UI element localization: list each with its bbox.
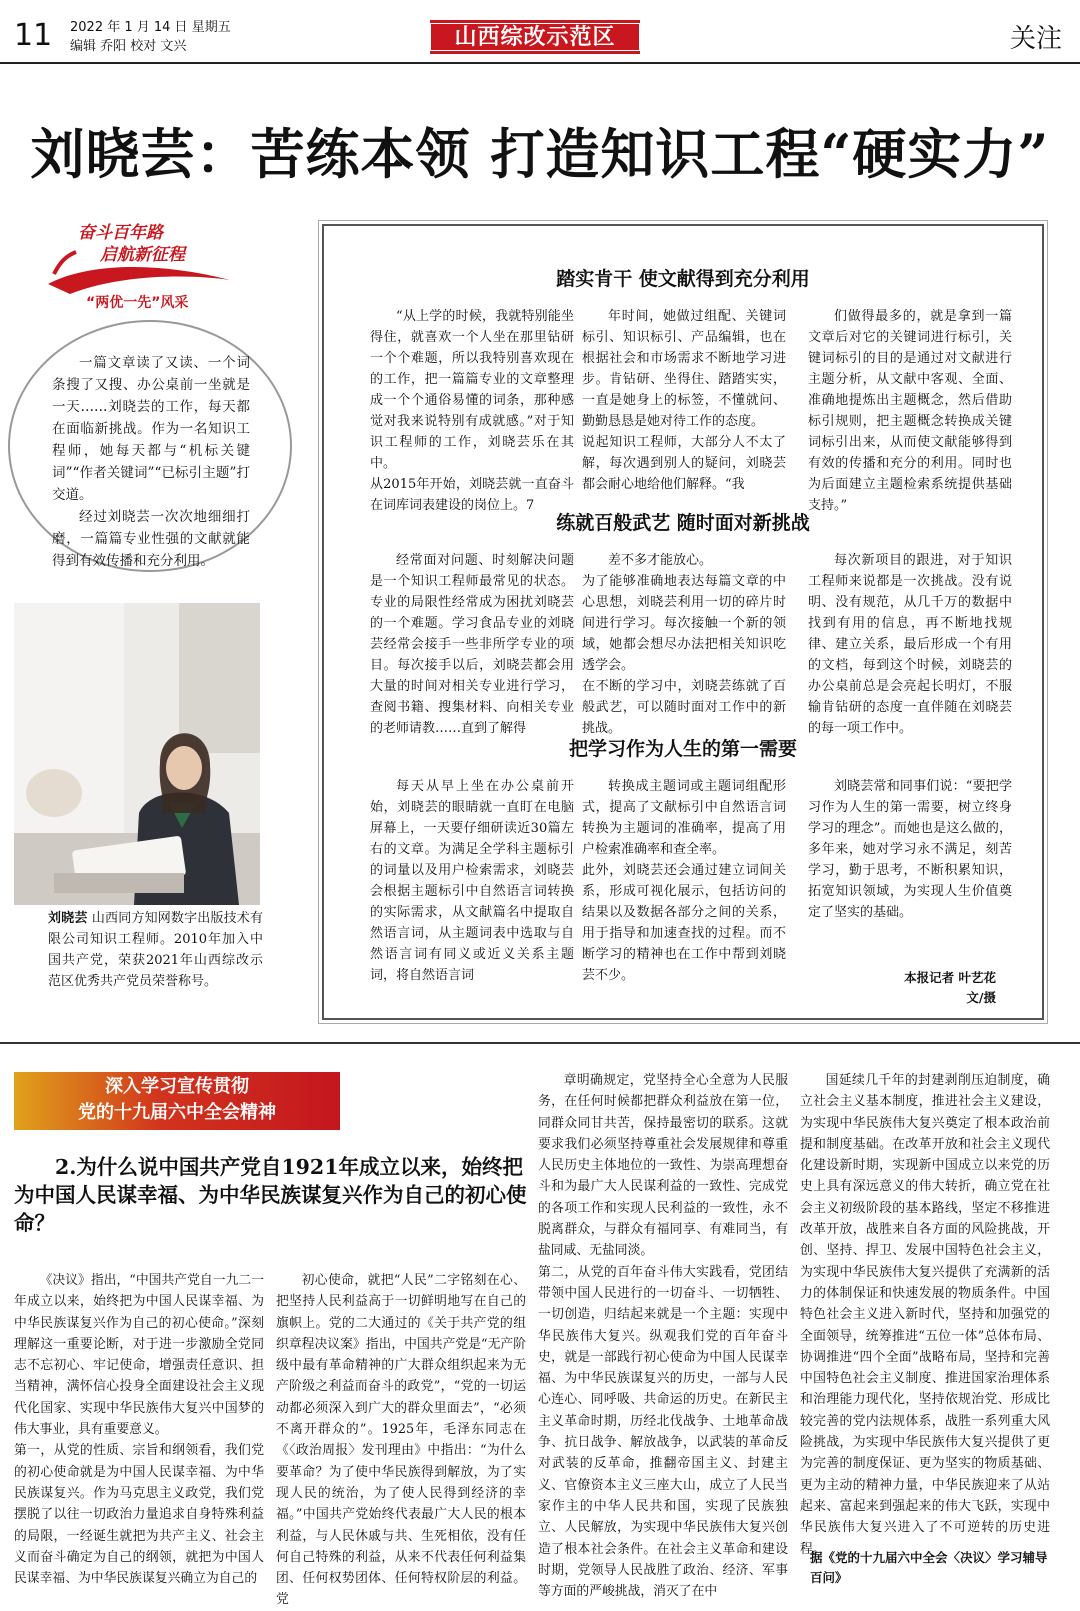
- person-photo: [14, 603, 260, 905]
- byline-block: [808, 968, 996, 1008]
- caption-text: 山西同方知网数字出版技术有限公司知识工程师。2010年加入中国共产党，荣获2021年山西综改示范区优秀共产党员荣誉称号。: [48, 911, 263, 989]
- photo-caption: [48, 908, 263, 992]
- intro-paragraph-2: 经过刘晓芸一次次地细细打磨，一篇篇专业性强的文献就能得到有效传播和充分利用。: [52, 509, 250, 569]
- section-1-subtitle: 踏实肯干 使文献得到充分利用: [556, 268, 810, 290]
- campaign-stamp: [40, 222, 240, 312]
- section-3-subtitle: 把学习作为人生的第一需要: [568, 738, 797, 760]
- banner-line-1: 深入学习宣传贯彻: [105, 1076, 249, 1097]
- main-headline: 刘晓芸：苦练本领 打造知识工程“硬实力”: [30, 122, 1050, 186]
- section-1-col-3: 们做得最多的，就是拿到一篇文章后对它的关键词进行标引，关键词标引的目的是通过对文献进行主题分析，从文献中客观、全面、准确地提炼出主题概念，然后借助标引规则，把主题概念转换成关键词标引出来，从而使文献能够得到有效的传播和充分的利用。同时也为后面建立主题检索系统提供基础支持。”: [808, 309, 1012, 513]
- section-1-col-1: “从上学的时候，我就特别能坐得住，就喜欢一个人坐在那里钻研一个个难题，所以我特别喜欢现在的工作，把一篇篇专业的文章整理成一个个通俗易懂的词条，那种感觉对我来说特别有成就感。”对于知识工程师的工作，刘晓芸乐在其中。 从2015年开始，刘晓芸就一直奋斗在词库词表建设的岗位上。7: [370, 309, 574, 513]
- section-separator: [0, 1042, 1080, 1044]
- date-line: 2022 年 1 月 14 日 星期五: [70, 20, 231, 35]
- section-1-col-2: 年时间，她做过组配、关键词标引、知识标引、产品编辑，也在根据社会和市场需求不断地学习进步。肯钻研、坐得住、踏踏实实，一直是她身上的标签，不懂就问、勤勤恳恳是她对待工作的态度。 说起知识工程师，大部分人不太了解，每次遇到别人的疑问，刘晓芸都会耐心地给他们解释。“我: [582, 309, 786, 492]
- article-box: [322, 224, 1044, 1020]
- byline-credit: 文/摄: [966, 990, 996, 1005]
- lower-col-4: 国延续几千年的封建剥削压迫制度，确立社会主义基本制度，推进社会主义建设，为实现中华民族伟大复兴奠定了根本政治前提和制度基础。在改革开放和社会主义现代化建设新时期，实现新中国成立以来党的历史上具有深远意义的伟大转折，确立党在社会主义初级阶段的基本路线，坚定不移推进改革开放，战胜来自各方面的风险挑战，开创、坚持、捍卫、发展中国特色社会主义，为实现中华民族伟大复兴提供了充满新的活力的体制保证和快速发展的物质条件。中国特色社会主义进入新时代，坚持和加强党的全面领导，统筹推进“五位一体”总体布局、协调推进“四个全面”战略布局，坚持和完善中国特色社会主义制度、推进国家治理体系和治理能力现代化，坚持依规治党、形成比较完善的党内法规体系，战胜一系列重大风险挑战，为实现中华民族伟大复兴提供了更为完善的制度保证、更为坚实的物质基础、更为主动的精神力量，中华民族迎来了从站起来、富起来到强起来的伟大飞跃，实现中华民族伟大复兴进入了不可逆转的历史进程。: [800, 1073, 1050, 1557]
- intro-paragraph-1: 一篇文章读了又读、一个词条搜了又搜、办公桌前一坐就是一天……刘晓芸的工作，每天都在面临新挑战。作为一名知识工程师，她每天都与“机标关键词”“作者关键词”“已标引主题”打交道。: [52, 355, 250, 503]
- section-3-col-1: 每天从早上坐在办公桌前开始，刘晓芸的眼睛就一直盯在电脑屏幕上，一天要仔细研读近30篇左右的文章。为满足全学科主题标引的词量以及用户检索需求，刘晓芸会根据主题标引中自然语言词转换的实际需求，从文献篇名中提取自然语言词，从主题词表中选取与自然语言词有同义或近义关系主题词，将自然语言词: [370, 779, 574, 983]
- editor-line: 编辑 乔阳 校对 文兴: [70, 39, 187, 54]
- stamp-line-2: 启航新征程: [100, 245, 185, 265]
- study-banner-text: [14, 1074, 340, 1126]
- section-2-subtitle: 练就百般武艺 随时面对新挑战: [556, 512, 810, 534]
- lower-col-3: 章明确规定，党坚持全心全意为人民服务，在任何时候都把群众利益放在第一位，同群众同甘共苦，保持最密切的联系。这就要求我们必须坚持尊重社会发展规律和尊重人民历史主体地位的一致性、为崇高理想奋斗和为最广大人民谋利益的一致性、完成党的各项工作和实现人民利益的一致性，永不脱离群众，与群众有福同享、有难同当，有盐同咸、无盐同淡。 第二，从党的百年奋斗伟大实践看，党团结带领中国人民进行的一切奋斗、一切牺牲、一切创造，归结起来就是一个主题：实现中华民族伟大复兴。纵观我们党的百年奋斗史，就是一部践行初心使命为中国人民谋幸福、为中华民族谋复兴的历史，一部与人民心连心、同呼吸、共命运的历史。在新民主主义革命时期，历经北伐战争、土地革命战争、抗日战争、解放战争，以武装的革命反对武装的反革命，推翻帝国主义、封建主义、官僚资本主义三座大山，成立了人民当家作主的中华人民共和国，实现了民族独立、人民解放，为实现中华民族伟大复兴创造了根本社会条件。在社会主义革命和建设时期，党领导人民战胜了政治、经济、军事等方面的严峻挑战，消灭了在中: [538, 1073, 788, 1600]
- caption-name: 刘晓芸: [48, 911, 88, 926]
- intro-text: [52, 352, 250, 572]
- section-2-col-3: 每次新项目的跟进，对于知识工程师来说都是一次挑战。没有说明、没有规范，从几千万的数据中找到有用的信息，再不断地找规律、建立关系，最后形成一个有用的文档，每到这个时候，刘晓芸的办公桌前总是会亮起长明灯，不服输肯钻研的态度一直伴随在刘晓芸的每一项工作中。: [808, 553, 1012, 736]
- section-2-col-2: 差不多才能放心。 为了能够准确地表达每篇文章的中心思想，刘晓芸利用一切的碎片时间进行学习。每次接触一个新的领域，她都会想尽办法把相关知识吃透学会。 在不断的学习中，刘晓芸练就了百般武艺，可以随时面对工作中的新挑战。: [582, 553, 786, 736]
- lower-col-2: 初心使命，就把“人民”二字铭刻在心、把坚持人民利益高于一切鲜明地写在自己的旗帜上。党的二大通过的《关于共产党的组织章程决议案》指出，中国共产党是“无产阶级中最有革命精神的广大群众组织起来为无产阶级之利益而奋斗的政党”，“党的一切运动都必须深入到广大的群众里面去”，“必须不离开群众的”。1925年，毛泽东同志在《〈政治周报〉发刊理由》中指出：“为什么要革命？为了使中华民族得到解放，为了实现人民的统治，为了使人民得到经济的幸福。”中国共产党始终代表最广大人民的根本利益，与人民休戚与共、生死相依，没有任何自己特殊的利益，从来不代表任何利益集团、任何权势团体、任何特权阶层的利益。党: [276, 1273, 526, 1608]
- page-number: 11: [14, 18, 53, 53]
- stamp-line-1: 奋斗百年路: [78, 223, 163, 243]
- source-note: 据《党的十九届六中全会〈决议〉学习辅导百问》: [810, 1550, 1048, 1585]
- section-right-label: 关注: [1009, 24, 1062, 54]
- section-3-col-2: 转换成主题词或主题词组配形式，提高了文献标引中自然语言词转换为主题词的准确率，提高了用户检索准确率和查全率。 此外，刘晓芸还会通过建立词间关系，形成可视化展示，包括访问的结果以及数据各部分之间的关系，用于指导和加速查找的过程。而不断学习的精神也在工作中帮到刘晓芸不少。: [582, 779, 786, 983]
- header-rule: [0, 62, 1080, 64]
- date-editor-block: [70, 18, 231, 56]
- lower-col-1: 《决议》指出，“中国共产党自一九二一年成立以来，始终把为中国人民谋幸福、为中华民族谋复兴作为自己的初心使命。”深刻理解这一重要论断，对于进一步激励全党同志不忘初心、牢记使命，增强责任意识、担当精神，满怀信心投身全面建设社会主义现代化国家、实现中华民族伟大复兴中国梦的伟大事业，具有重要意义。 第一，从党的性质、宗旨和纲领看，我们党的初心使命就是为中国人民谋幸福、为中华民族谋复兴。作为马克思主义政党，我们党摆脱了以往一切政治力量追求自身特殊利益的局限，一经诞生就把为共产主义、社会主义而奋斗确定为自己的纲领，就把为中国人民谋幸福、为中华民族谋复兴确立为自己的: [14, 1273, 264, 1587]
- question-heading: 2.为什么说中国共产党自1921年成立以来，始终把为中国人民谋幸福、为中华民族谋复兴作为自己的初心使命？: [14, 1155, 527, 1235]
- byline-reporter: 本报记者 叶艺花: [904, 970, 996, 985]
- section-badge: 山西综改示范区: [430, 20, 640, 54]
- section-3-col-3: 刘晓芸常和同事们说：“要把学习作为人生的第一需要，树立终身学习的理念”。而她也是这么做的，多年来，她对学习永不满足，刻苦学习，勤于思考，不断积累知识，拓宽知识领域，为实现人生价值奠定了坚实的基础。: [808, 779, 1012, 920]
- section-2-col-1: 经常面对问题、时刻解决问题是一个知识工程师最常见的状态。专业的局限性经常成为困扰刘晓芸的一个难题。学习食品专业的刘晓芸经常会接手一些非所学专业的项目。每次接手以后，刘晓芸都会用大量的时间对相关专业进行学习，查阅书籍、搜集材料、向相关专业的老师请教……直到了解得: [370, 553, 574, 736]
- stamp-line-3: “两优一先”风采: [86, 295, 189, 311]
- banner-line-2: 党的十九届六中全会精神: [78, 1102, 276, 1123]
